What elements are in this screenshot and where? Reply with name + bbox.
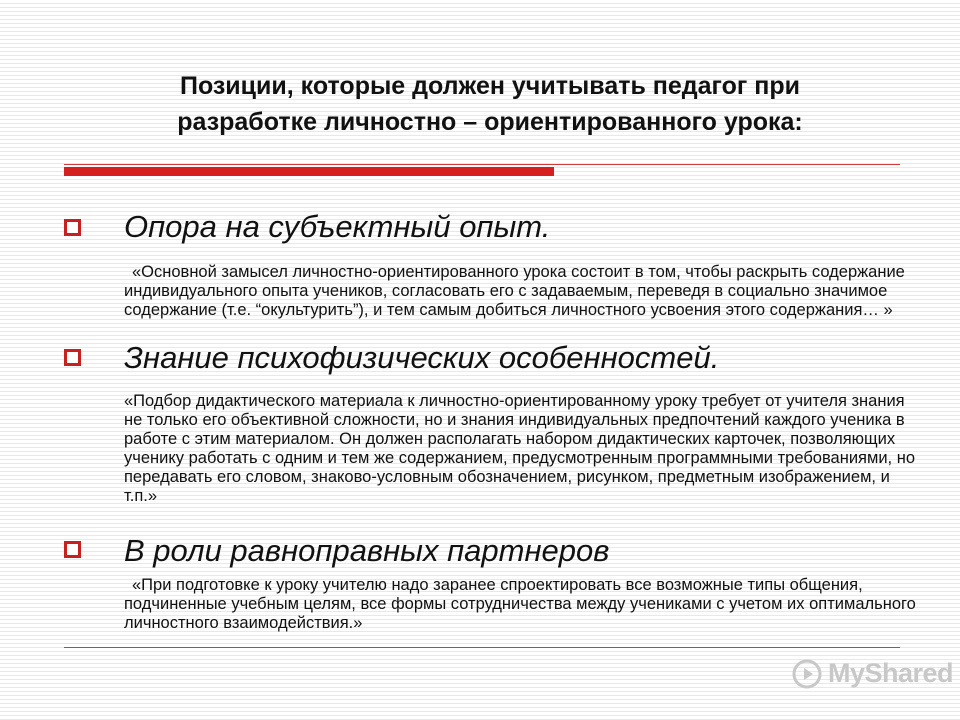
item-heading-1: Опора на субъектный опыт. (124, 209, 551, 244)
slide-title-line-1: Позиции, которые должен учитывать педагог при (179, 72, 801, 100)
item-heading-3: В роли равноправных партнеров (124, 533, 610, 568)
bullet-square-icon (64, 219, 81, 236)
bullet-square-icon (64, 349, 81, 366)
slide-title-line-2: разработке личностно – ориентированного урока: (177, 108, 803, 136)
play-circle-icon (792, 659, 822, 689)
item-heading-2: Знание психофизических особенностей. (124, 340, 720, 375)
item-quote-3: «При подготовке к уроку учителю надо заранее спроектировать все возможные типы общения, подчиненные учебным целям, все формы сотрудничества между учениками с учетом их оптимального личностного взаимодействия.» (124, 576, 916, 632)
watermark-text: MyShared (828, 658, 954, 688)
bullet-square-icon (64, 541, 81, 558)
title-rule-thick (64, 167, 554, 176)
bottom-rule (64, 647, 900, 648)
item-quote-1: «Основной замысел личностно-ориентированного урока состоит в том, чтобы раскрыть содержание индивидуального опыта учеников, согласовать его с задаваемым, переведя в социально значимое содержание (т.е. “окультурить”), и тем самым добиться личностного усвоения этого содержания… » (124, 263, 905, 319)
watermark-logo (792, 658, 953, 689)
slide-title (110, 68, 870, 140)
title-rule-thin (64, 164, 900, 165)
item-quote-2: «Подбор дидактического материала к личностно-ориентированному уроку требует от учителя знания не только его объективной сложности, но и знания индивидуальных предпочтений каждого ученика в работе с этим материалом. Он должен располагать набором дидактических карточек, позволяющих ученику работать с одним и тем же содержанием, предусмотренным программными требованиями, но передавать его словом, знаково-условным обозначением, рисунком, предметным изображением, и т.п.» (124, 392, 916, 505)
